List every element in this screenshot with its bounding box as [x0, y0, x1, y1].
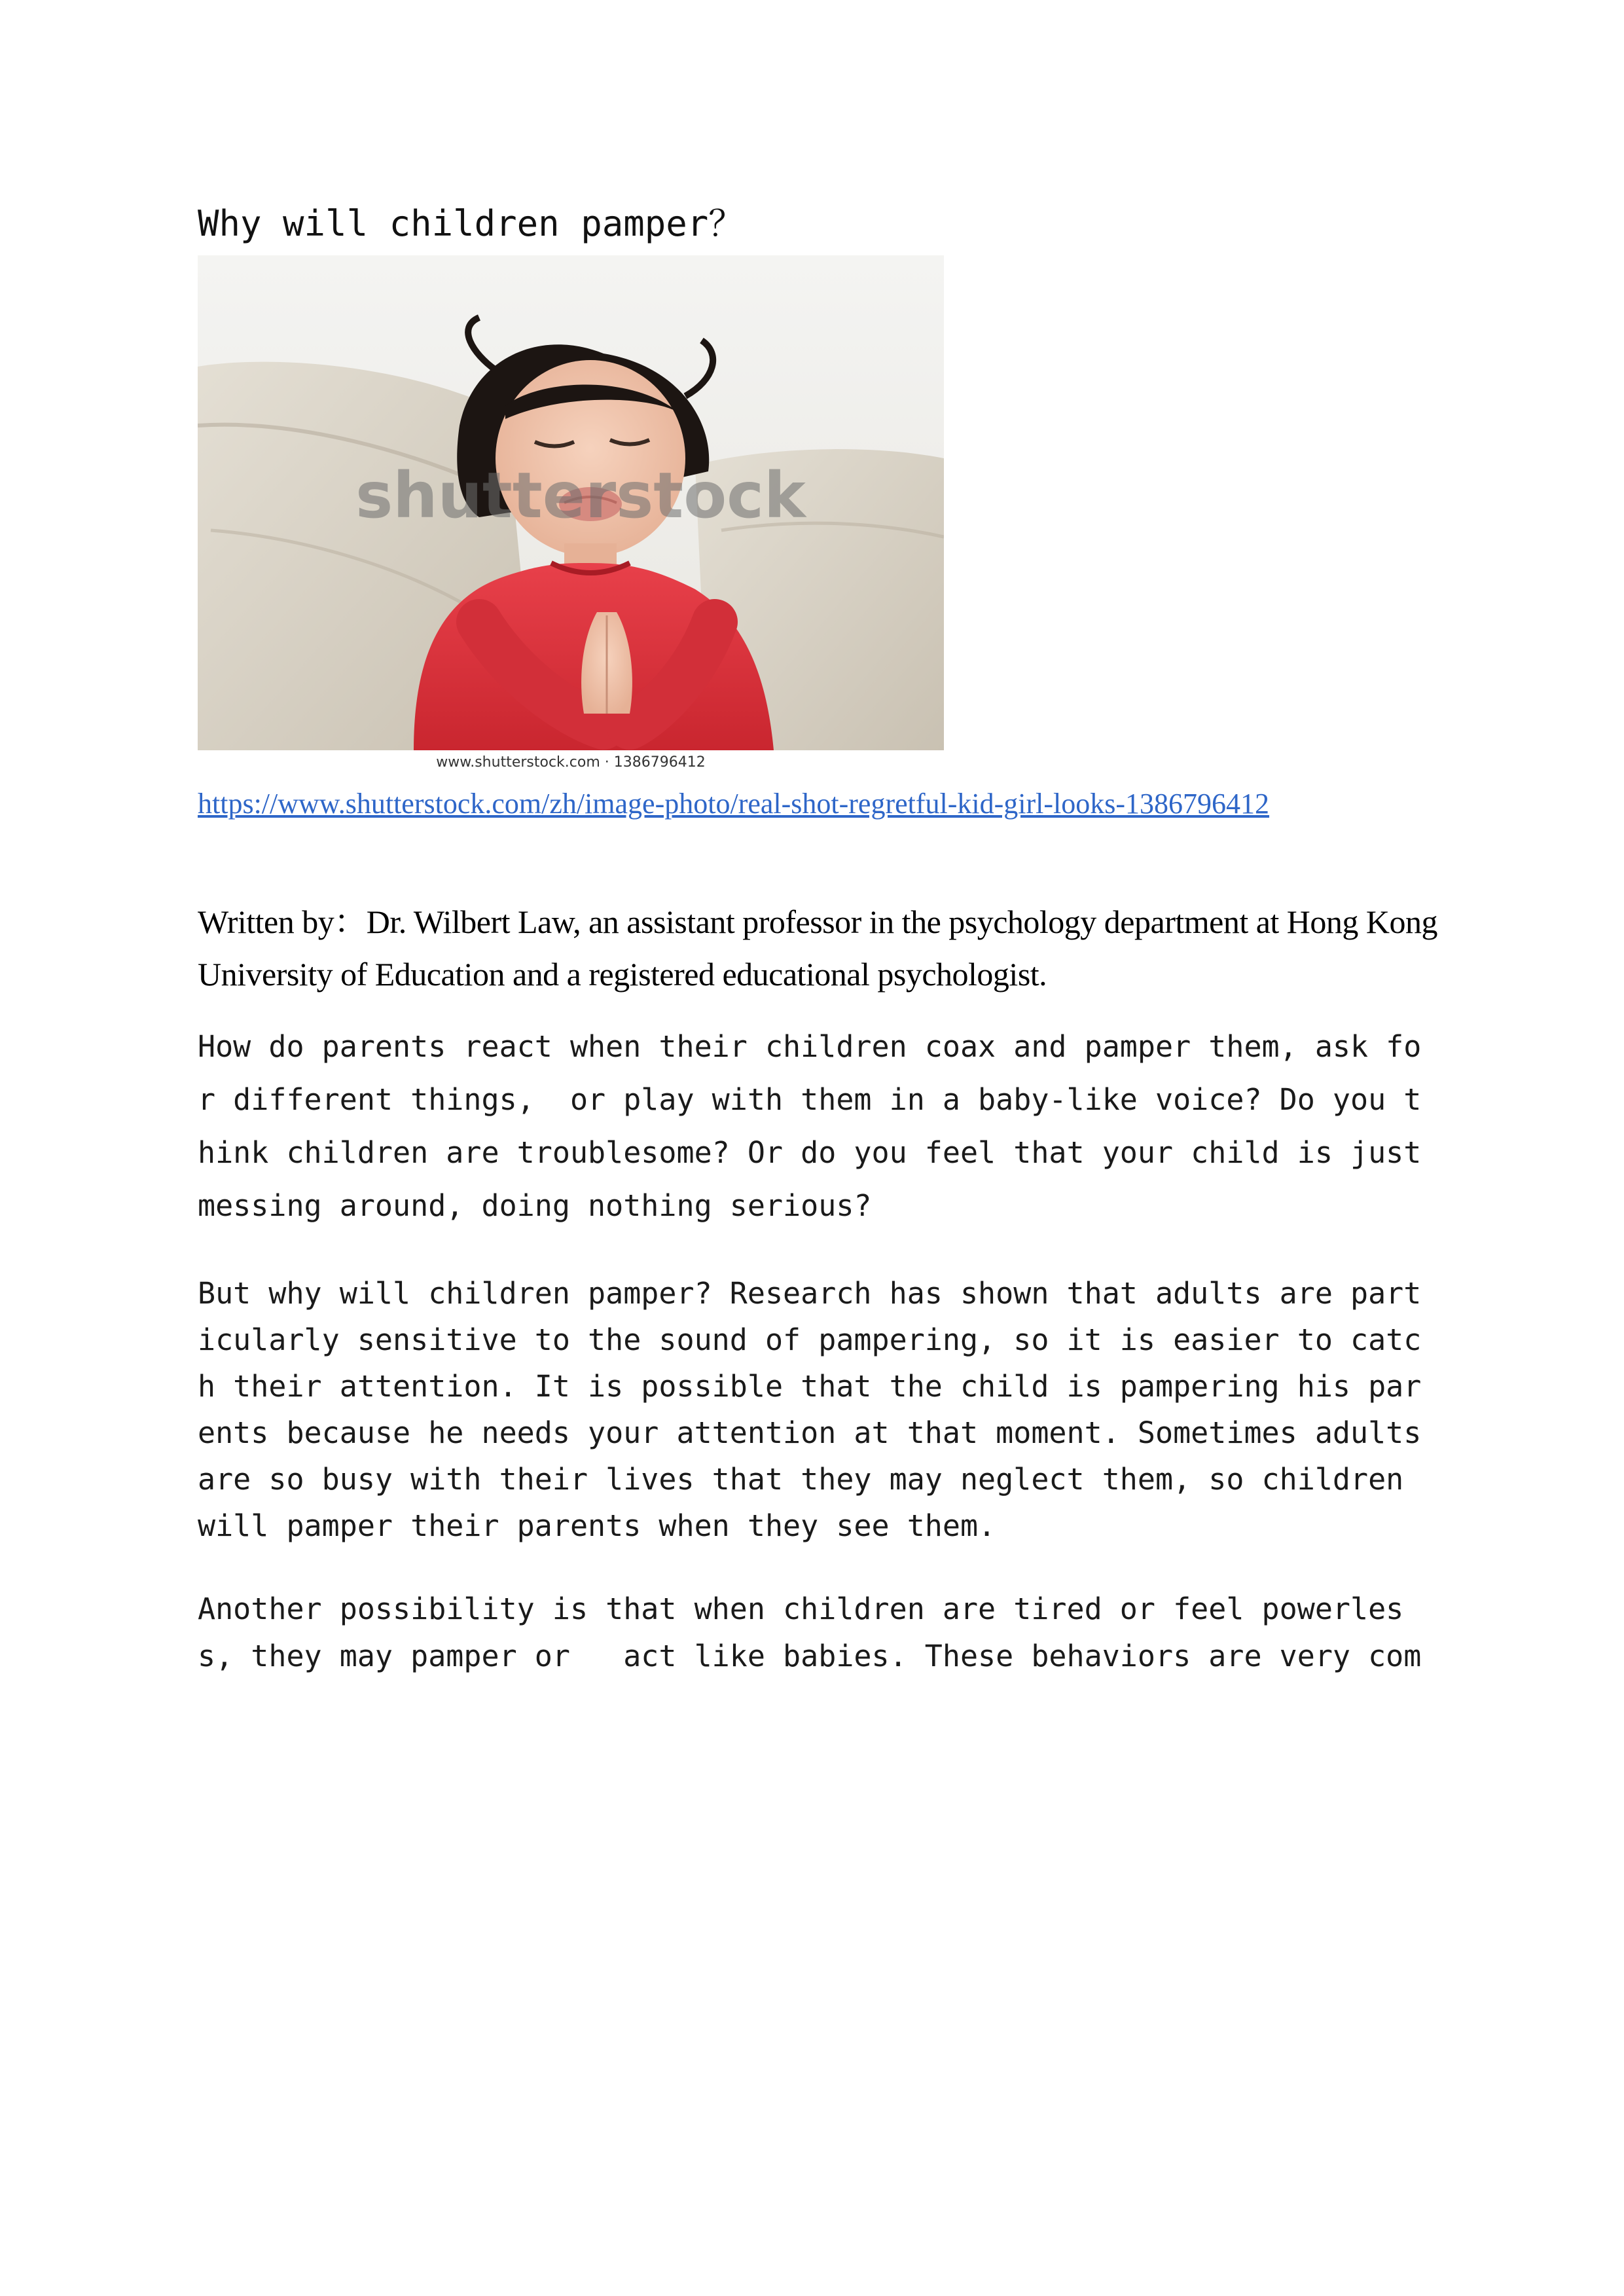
- paragraph-line: Another possibility is that when children are tired or feel powerles: [198, 1592, 1404, 1626]
- paragraph-line: icularly sensitive to the sound of pampering, so it is easier to catc: [198, 1322, 1422, 1357]
- watermark-text: shutterstock: [355, 459, 806, 532]
- paragraph-line: are so busy with their lives that they may neglect them, so children: [198, 1462, 1404, 1497]
- article-title: Why will children pamper？: [198, 203, 744, 244]
- paragraph-3: [198, 1586, 1441, 1680]
- paragraph-line: h their attention. It is possible that the child is pampering his par: [198, 1369, 1422, 1404]
- image-source-link[interactable]: https://www.shutterstock.com/zh/image-photo/real-shot-regretful-kid-girl-looks-1386796412: [198, 788, 1270, 820]
- photo-caption: www.shutterstock.com · 1386796412: [436, 754, 706, 771]
- paragraph-line: But why will children pamper? Research has shown that adults are part: [198, 1276, 1422, 1311]
- paragraph-line: s, they may pamper or act like babies. These behaviors are very com: [198, 1639, 1422, 1673]
- child-photo: [198, 255, 944, 750]
- paragraph-line: ents because he needs your attention at that moment. Sometimes adults: [198, 1415, 1422, 1450]
- paragraph-line: will pamper their parents when they see them.: [198, 1508, 996, 1543]
- paragraph-1: [198, 1020, 1441, 1232]
- paragraph-line: hink children are troublesome? Or do you feel that your child is just: [198, 1135, 1422, 1170]
- paragraph-line: r different things, or play with them in a baby-like voice? Do you t: [198, 1082, 1422, 1117]
- paragraph-2: [198, 1270, 1441, 1549]
- author-byline: Written by：Dr. Wilbert Law, an assistant professor in the psychology department at Hong Kong University of Education and a registered educational psychologist.: [198, 903, 1438, 993]
- paragraph-line: How do parents react when their children coax and pamper them, ask fo: [198, 1029, 1422, 1064]
- paragraph-line: messing around, doing nothing serious?: [198, 1188, 872, 1223]
